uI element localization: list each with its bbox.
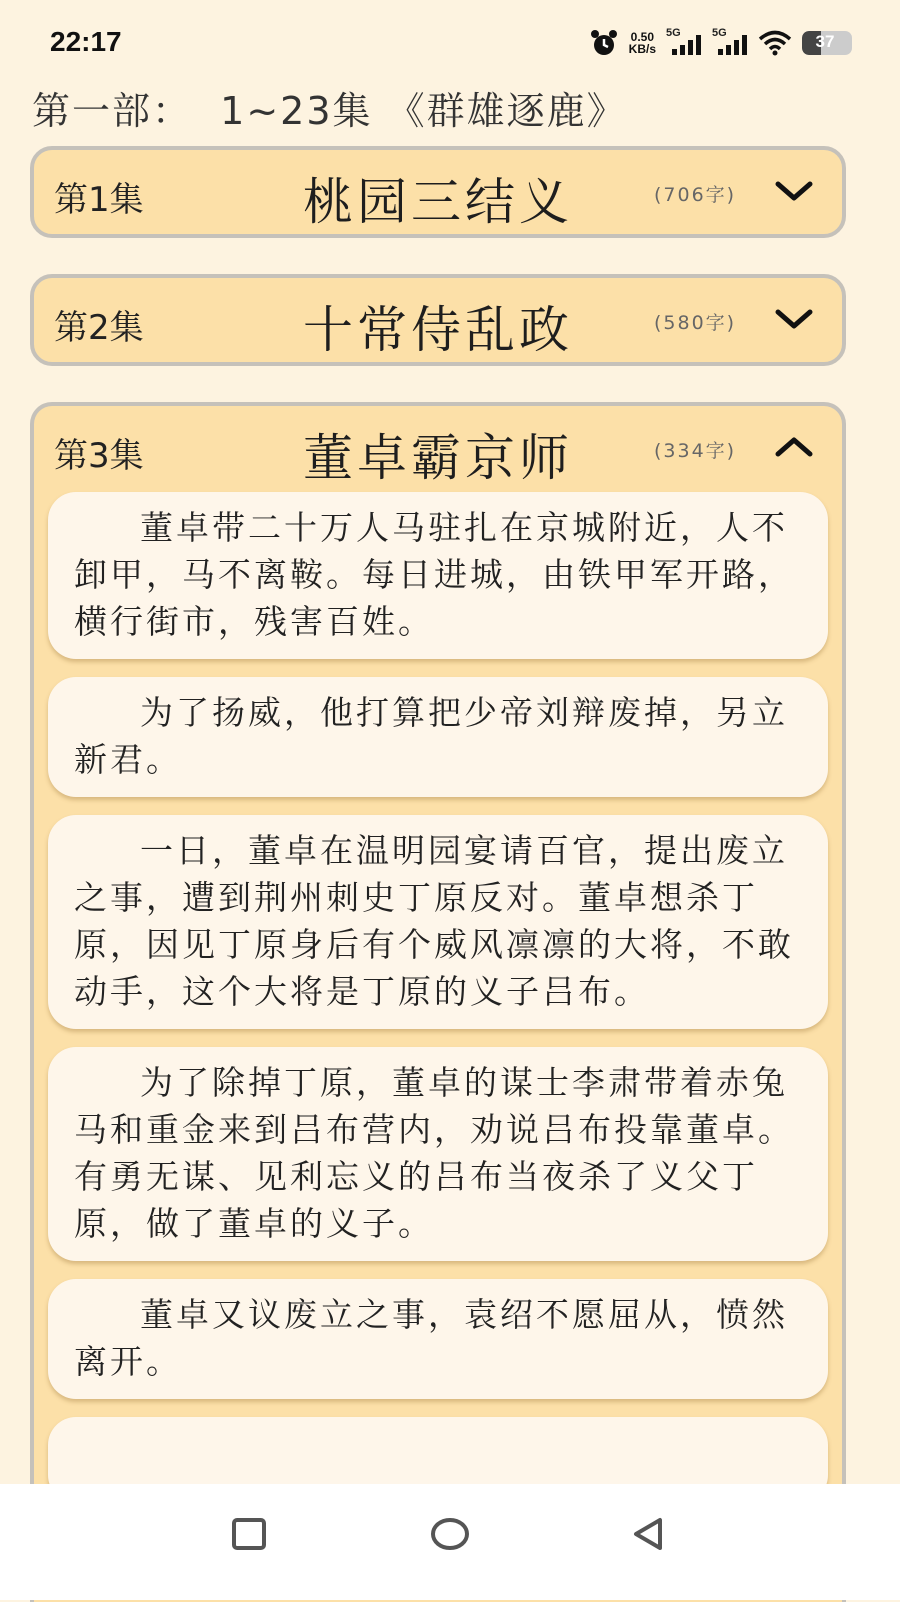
net-speed-value: 0.50 — [630, 30, 654, 44]
status-time: 22:17 — [50, 26, 122, 57]
status-bar — [0, 0, 900, 80]
story-paragraph: 董卓又议废立之事，袁绍不愿屈从，愤然离开。 — [48, 1279, 828, 1399]
episode-word-count: (334字) — [654, 440, 737, 462]
episode-title: 桃园三结义 — [303, 173, 573, 231]
episode-card-3[interactable] — [30, 402, 846, 1602]
signal-icon-1 — [666, 29, 702, 57]
alarm-icon — [589, 28, 619, 58]
episode-number: 第1集 — [54, 180, 144, 220]
recent-apps-button[interactable] — [230, 1514, 270, 1554]
chevron-down-icon[interactable] — [772, 304, 816, 334]
story-paragraph: 董卓带二十万人马驻扎在京城附近，人不卸甲，马不离鞍。每日进城，由铁甲军开路，横行街市，残害百姓。 — [48, 492, 828, 659]
status-icons — [589, 28, 852, 58]
chevron-up-icon[interactable] — [772, 432, 816, 462]
signal-icon-2 — [712, 29, 748, 57]
episode-number: 第3集 — [54, 436, 144, 476]
wifi-icon — [758, 30, 792, 56]
signal-label-1: 5G — [666, 27, 681, 39]
part-heading: 第一部： 1~23集 《群雄逐鹿》 — [32, 89, 627, 133]
home-button[interactable] — [428, 1514, 472, 1554]
chevron-down-icon[interactable] — [772, 176, 816, 206]
episode-title: 董卓霸京师 — [303, 429, 573, 487]
episode-number: 第2集 — [54, 308, 144, 348]
story-paragraph: 为了扬威，他打算把少帝刘辩废掉，另立新君。 — [48, 677, 828, 797]
signal-label-2: 5G — [712, 27, 727, 39]
episode-content — [34, 492, 842, 1503]
navigation-bar — [0, 1484, 900, 1600]
battery-icon — [802, 31, 852, 55]
net-speed — [629, 31, 656, 55]
episode-card-1[interactable] — [30, 146, 846, 238]
back-button[interactable] — [630, 1514, 670, 1554]
battery-level: 37 — [815, 32, 835, 51]
episode-header[interactable] — [34, 150, 842, 236]
story-paragraph: 为了除掉丁原，董卓的谋士李肃带着赤兔马和重金来到吕布营内，劝说吕布投靠董卓。有勇无谋、见利忘义的吕布当夜杀了义父丁原，做了董卓的义子。 — [48, 1047, 828, 1261]
episode-word-count: (580字) — [654, 312, 737, 334]
net-speed-unit: KB/s — [628, 42, 656, 56]
episode-word-count: (706字) — [654, 184, 737, 206]
episode-card-2[interactable] — [30, 274, 846, 366]
episode-header[interactable] — [34, 406, 842, 492]
episode-header[interactable] — [34, 278, 842, 364]
story-paragraph: 一日，董卓在温明园宴请百官，提出废立之事，遭到荆州刺史丁原反对。董卓想杀丁原，因见丁原身后有个威风凛凛的大将，不敢动手，这个大将是丁原的义子吕布。 — [48, 815, 828, 1029]
episode-title: 十常侍乱政 — [303, 301, 573, 359]
